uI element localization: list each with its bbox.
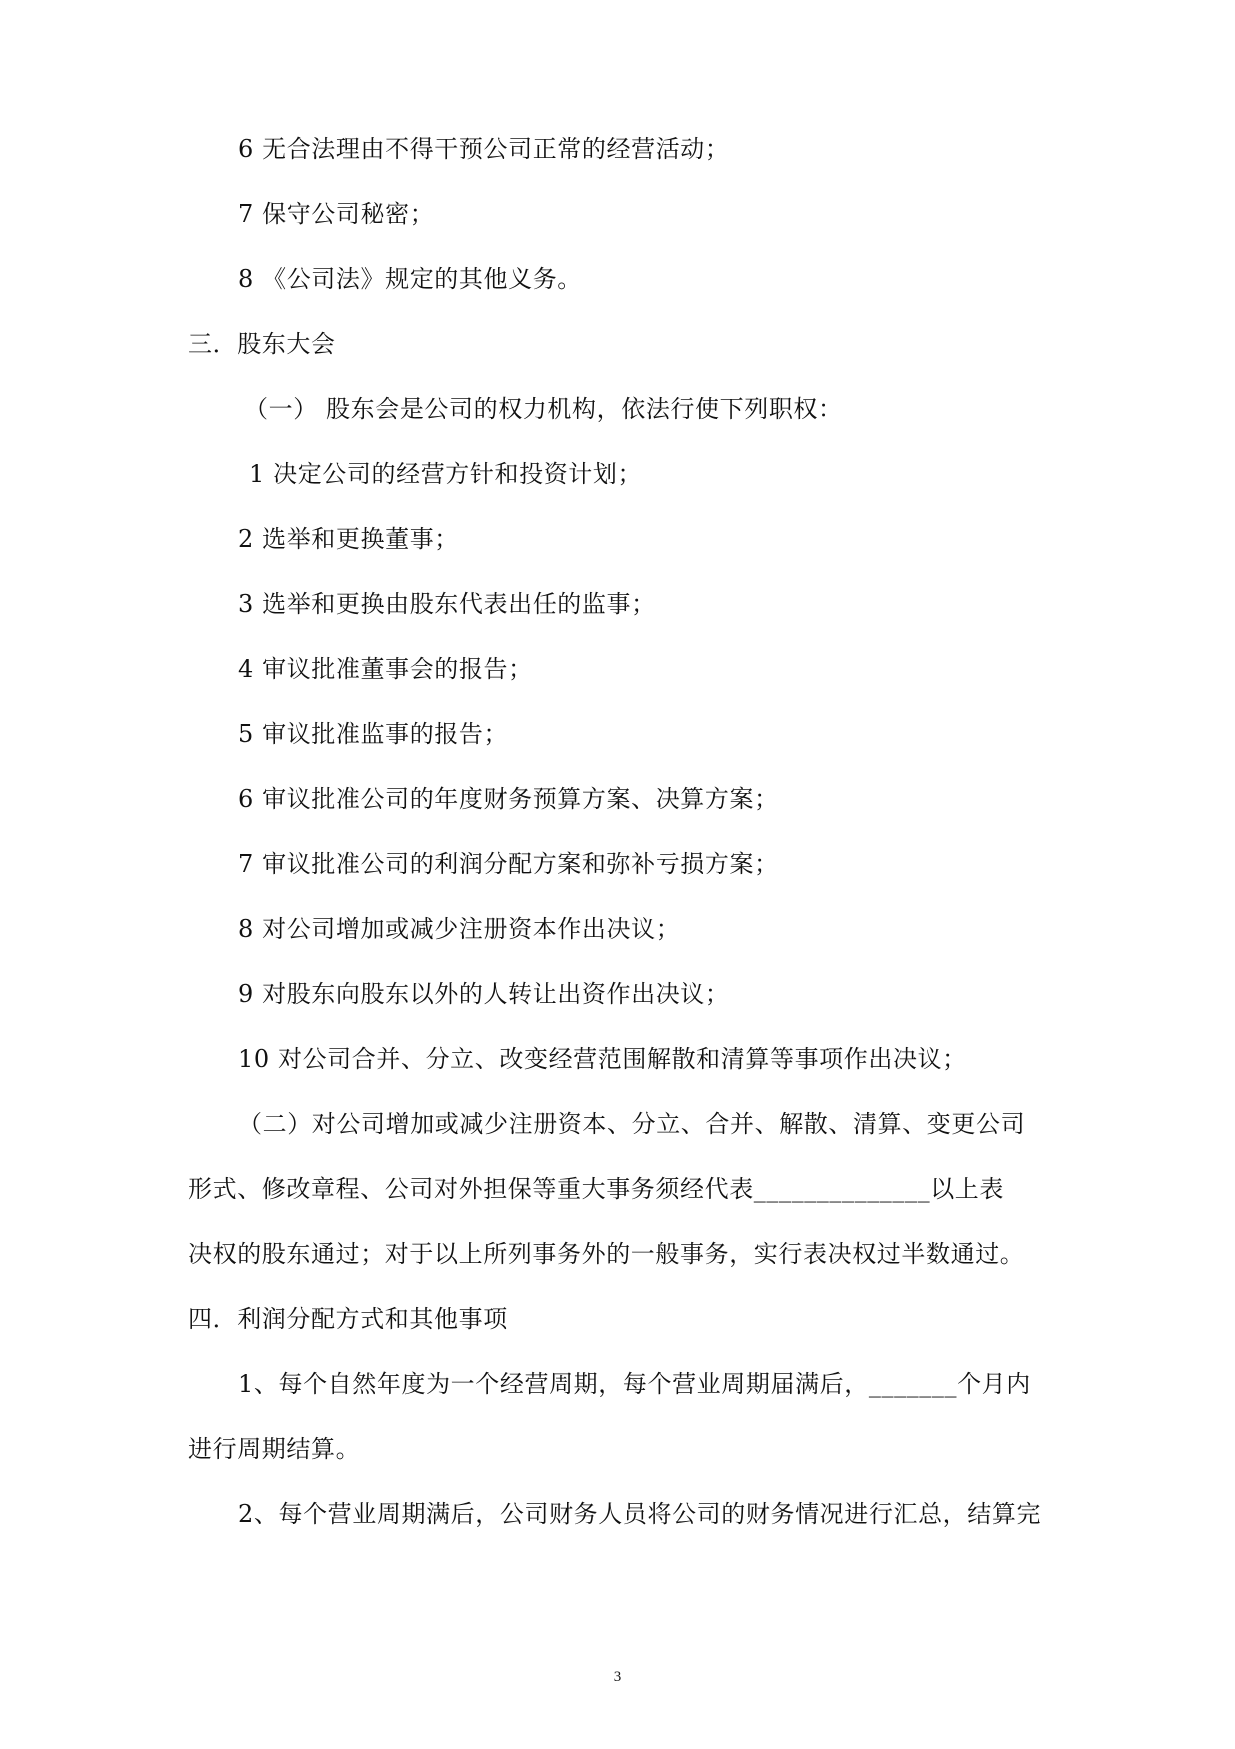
obligation-item-6: 6 无合法理由不得干预公司正常的经营活动； — [238, 135, 730, 163]
page-number: 3 — [613, 1669, 622, 1685]
section-heading-profit-distribution: 四．利润分配方式和其他事项 — [188, 1305, 508, 1333]
obligation-item-8: 8 《公司法》规定的其他义务。 — [238, 265, 582, 293]
power-item-10: 10 对公司合并、分立、改变经营范围解散和清算等事项作出决议； — [238, 1045, 967, 1073]
power-item-7: 7 审议批准公司的利润分配方案和弥补亏损方案； — [238, 850, 779, 878]
profit-item-1-line-1: 1、每个自然年度为一个经营周期，每个营业周期届满后，_______个月内 — [238, 1370, 1031, 1398]
power-item-9: 9 对股东向股东以外的人转让出资作出决议； — [238, 980, 730, 1008]
power-item-6: 6 审议批准公司的年度财务预算方案、决算方案； — [238, 785, 779, 813]
power-item-4: 4 审议批准董事会的报告； — [238, 655, 533, 683]
clause-2-line-2: 形式、修改章程、公司对外担保等重大事务须经代表______________以上表 — [188, 1175, 1004, 1203]
power-item-5: 5 审议批准监事的报告； — [238, 720, 509, 748]
profit-item-2-line-1: 2、每个营业周期满后，公司财务人员将公司的财务情况进行汇总，结算完 — [238, 1500, 1042, 1528]
clause-2-line-3: 决权的股东通过；对于以上所列事务外的一般事务，实行表决权过半数通过。 — [188, 1240, 1025, 1268]
section-heading-shareholders-meeting: 三．股东大会 — [188, 330, 336, 358]
profit-item-1-line-2: 进行周期结算。 — [188, 1435, 361, 1463]
clause-1-intro: （一） 股东会是公司的权力机构，依法行使下列职权： — [244, 395, 843, 423]
power-item-2: 2 选举和更换董事； — [238, 525, 459, 553]
power-item-8: 8 对公司增加或减少注册资本作出决议； — [238, 915, 681, 943]
clause-2-line-1: （二）对公司增加或减少注册资本、分立、合并、解散、清算、变更公司 — [238, 1110, 1026, 1138]
obligation-item-7: 7 保守公司秘密； — [238, 200, 435, 228]
power-item-1: 1 决定公司的经营方针和投资计划； — [249, 460, 643, 488]
power-item-3: 3 选举和更换由股东代表出任的监事； — [238, 590, 656, 618]
